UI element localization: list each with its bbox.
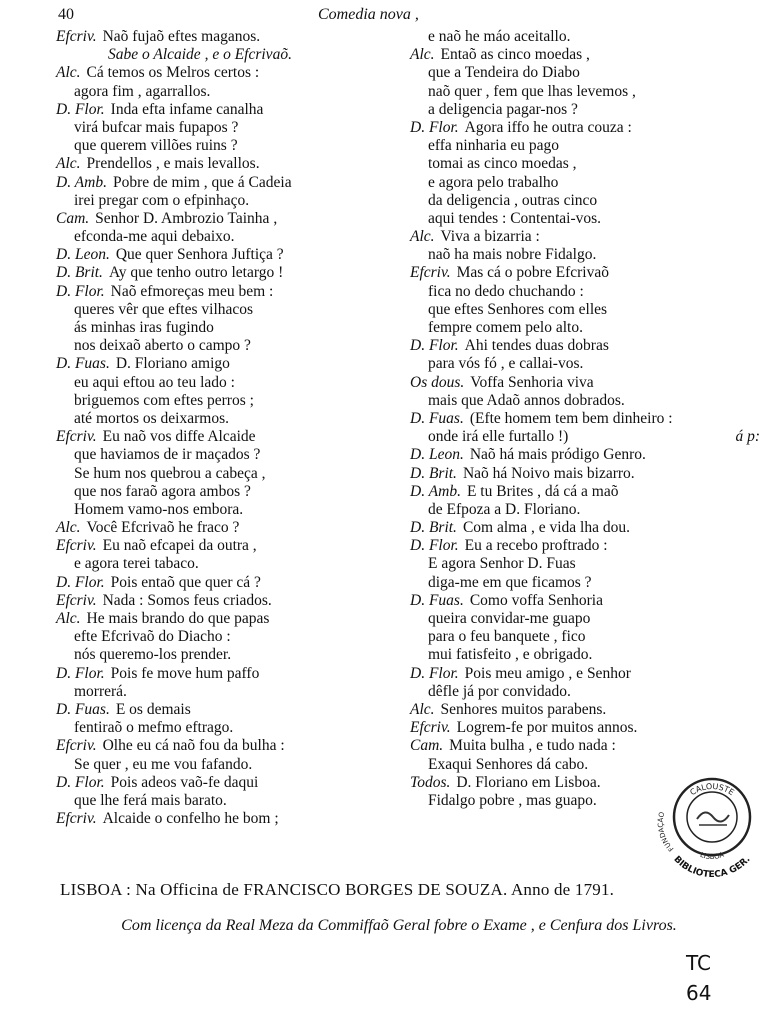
- speaker-name: D. Flor.: [56, 100, 105, 118]
- verse-line: [410, 301, 760, 319]
- verse-line: [56, 355, 406, 373]
- verse-line: [410, 610, 760, 628]
- verse-line: [56, 301, 406, 319]
- verse-line: [56, 555, 406, 573]
- verse-text: morrerá.: [74, 682, 127, 700]
- verse-line: [56, 574, 406, 592]
- verse-line: [56, 246, 406, 264]
- verse-text: de Efpoza a D. Floriano.: [428, 500, 581, 518]
- stamp-outer-text: BIBLIOTECA GER.: [671, 854, 753, 877]
- verse-text: Pois entaõ que quer cá ?: [110, 573, 261, 591]
- verse-text: D. Floriano amigo: [115, 355, 230, 373]
- verse-line: [56, 101, 406, 119]
- verse-line: [410, 355, 760, 373]
- verse-text: que eftes Senhores com elles: [428, 300, 608, 318]
- verse-text: Entaõ as cinco moedas ,: [440, 46, 590, 64]
- verse-line: [410, 683, 760, 701]
- verse-text: Ahi tendes duas dobras: [464, 337, 609, 355]
- verse-line: [410, 446, 760, 464]
- speaker-name: D. Flor.: [410, 664, 459, 682]
- verse-line: [56, 155, 406, 173]
- verse-text: Naõ há Noivo mais bizarro.: [462, 464, 635, 482]
- verse-text: nós queremo-los prender.: [74, 646, 232, 664]
- verse-text: Se hum nos quebrou a cabeça ,: [74, 464, 266, 482]
- verse-line: [56, 446, 406, 464]
- verse-text: briguemos com eftes perros ;: [74, 391, 254, 409]
- verse-line: [56, 792, 406, 810]
- verse-text: Sabe o Alcaide , e o Efcrivaõ.: [108, 46, 292, 64]
- verse-text: eu aqui eftou ao teu lado :: [74, 373, 235, 391]
- speaker-name: D. Brit.: [410, 519, 457, 537]
- verse-text: effa ninharia eu pago: [428, 137, 559, 155]
- speaker-name: Todos.: [410, 773, 451, 791]
- verse-line: [56, 137, 406, 155]
- verse-line: [56, 665, 406, 683]
- shelfmark: [686, 948, 711, 1008]
- verse-text: Nada : Somos feus criados.: [102, 591, 272, 609]
- verse-text: fica no dedo chuchando :: [428, 282, 584, 300]
- verse-line: [56, 374, 406, 392]
- verse-text: Logrem-fe por muitos annos.: [456, 719, 638, 737]
- verse-text: nos deixaõ aberto o campo ?: [74, 337, 251, 355]
- verse-text: Com alma , e vida lha dou.: [462, 519, 630, 537]
- speaker-name: D. Amb.: [410, 482, 461, 500]
- speaker-name: Efcriv.: [410, 264, 451, 282]
- verse-line: [410, 719, 760, 737]
- verse-text: e agora pelo trabalho: [428, 173, 559, 191]
- verse-text: Muita bulha , e tudo nada :: [449, 737, 616, 755]
- verse-text: Naõ fujaõ eftes maganos.: [102, 28, 261, 45]
- verse-text: que nos faraõ agora ambos ?: [74, 482, 251, 500]
- svg-text:LISBOA: [699, 851, 725, 861]
- speaker-name: Cam.: [410, 737, 444, 755]
- right-column: [410, 28, 760, 810]
- verse-line: [56, 628, 406, 646]
- speaker-name: D. Fuas.: [56, 700, 110, 718]
- verse-text: Que quer Senhora Juftiça ?: [115, 246, 284, 264]
- page-number: 40: [58, 6, 74, 23]
- verse-text: He mais brando do que papas: [86, 610, 270, 627]
- verse-line: [410, 46, 760, 64]
- verse-line: [410, 592, 760, 610]
- verse-line: [410, 192, 760, 210]
- verse-text: que lhe ferá mais barato.: [74, 791, 227, 809]
- verse-text: irei pregar com o efpinhaço.: [74, 191, 250, 209]
- verse-text: Cá temos os Melros certos :: [86, 64, 260, 82]
- verse-line: [410, 283, 760, 301]
- verse-line: [410, 137, 760, 155]
- speaker-name: Efcriv.: [56, 737, 97, 755]
- verse-text: Voffa Senhoria viva: [470, 373, 594, 391]
- verse-text: Senhor D. Ambrozio Tainha ,: [95, 209, 278, 227]
- verse-line: [410, 155, 760, 173]
- verse-line: [56, 428, 406, 446]
- verse-line: [410, 174, 760, 192]
- svg-text:FUNDAÇÃO: [657, 811, 675, 853]
- verse-line: [410, 319, 760, 337]
- verse-line: [56, 646, 406, 664]
- verse-text: Senhores muitos parabens.: [440, 700, 607, 718]
- speaker-name: Alc.: [410, 700, 435, 718]
- verse-line: [410, 228, 760, 246]
- verse-text: Prendellos , e mais levallos.: [86, 155, 260, 173]
- speaker-name: Alc.: [56, 155, 81, 173]
- verse-text: até mortos os deixarmos.: [74, 409, 229, 427]
- verse-text: que querem villões ruins ?: [74, 137, 238, 155]
- verse-text: tomai as cinco moedas ,: [428, 155, 577, 173]
- verse-text: aqui tendes : Contentai-vos.: [428, 209, 602, 227]
- verse-text: que a Tendeira do Diabo: [428, 64, 580, 82]
- verse-line: [410, 465, 760, 483]
- verse-line: [410, 428, 760, 446]
- verse-line: [410, 83, 760, 101]
- verse-text: virá bufcar mais fupapos ?: [74, 118, 239, 136]
- speaker-name: D. Leon.: [410, 446, 464, 464]
- verse-text: Se quer , eu me vou fafando.: [74, 755, 253, 773]
- speaker-name: Alc.: [410, 46, 435, 64]
- speaker-name: Alc.: [56, 610, 81, 627]
- verse-text: mais que Adaõ annos dobrados.: [428, 391, 625, 409]
- speaker-name: D. Flor.: [56, 573, 105, 591]
- verse-text: Você Efcrivaõ he fraco ?: [86, 519, 240, 537]
- verse-text: que haviamos de ir maçados ?: [74, 446, 261, 464]
- speaker-name: D. Fuas.: [410, 591, 464, 609]
- verse-line: [56, 719, 406, 737]
- verse-text: Exaqui Senhores dá cabo.: [428, 755, 589, 773]
- speaker-name: D. Leon.: [56, 246, 110, 264]
- verse-line: [56, 228, 406, 246]
- verse-line: [410, 537, 760, 555]
- left-column: [56, 28, 406, 828]
- verse-text: (Efte homem tem bem dinheiro :: [469, 409, 673, 427]
- verse-line: [410, 519, 760, 537]
- verse-text: naõ ha mais nobre Fidalgo.: [428, 246, 597, 264]
- shelfmark-line-1: TC: [686, 951, 712, 975]
- verse-line: [410, 374, 760, 392]
- verse-text: Eu a recebo proftrado :: [464, 537, 608, 555]
- speaker-name: D. Flor.: [56, 773, 105, 791]
- speaker-name: D. Brit.: [56, 264, 103, 282]
- library-stamp: [657, 767, 767, 877]
- verse-line: [56, 537, 406, 555]
- verse-line: [56, 501, 406, 519]
- speaker-name: D. Amb.: [56, 173, 107, 191]
- verse-line: [56, 46, 406, 64]
- verse-text: Naõ há mais pródigo Genro.: [469, 446, 646, 464]
- verse-text: Viva a bizarria :: [440, 228, 540, 246]
- verse-line: [410, 646, 760, 664]
- verse-text: E agora Senhor D. Fuas: [428, 555, 576, 573]
- verse-line: [56, 592, 406, 610]
- verse-line: [410, 574, 760, 592]
- verse-line: [410, 64, 760, 82]
- verse-text: naõ quer , fem que lhas levemos ,: [428, 82, 636, 100]
- verse-text: Pois adeos vaõ-fe daqui: [110, 773, 259, 791]
- verse-text: Ay que tenho outro letargo !: [108, 264, 284, 282]
- verse-text: queres vêr que eftes vilhacos: [74, 300, 254, 318]
- verse-line: [56, 319, 406, 337]
- verse-line: [410, 392, 760, 410]
- verse-text: para vós fó , e callai-vos.: [428, 355, 584, 373]
- verse-line: [56, 28, 406, 46]
- verse-line: [56, 810, 406, 828]
- verse-line: [410, 337, 760, 355]
- verse-line: [410, 210, 760, 228]
- verse-line: [410, 737, 760, 755]
- verse-text: Alcaide o confelho he bom ;: [102, 810, 279, 828]
- stage-direction: á p:: [735, 428, 760, 446]
- verse-text: ás minhas iras fugindo: [74, 319, 214, 336]
- stamp-left-text: FUNDAÇÃO: [657, 811, 676, 853]
- verse-line: [56, 210, 406, 228]
- speaker-name: Cam.: [56, 209, 90, 227]
- verse-text: Pobre de mim , que á Cadeia: [112, 173, 292, 191]
- speaker-name: D. Fuas.: [56, 355, 110, 373]
- verse-line: [410, 119, 760, 137]
- verse-text: Pois meu amigo , e Senhor: [464, 664, 631, 682]
- verse-line: [56, 64, 406, 82]
- verse-line: [56, 174, 406, 192]
- verse-text: Eu naõ vos diffe Alcaide: [102, 428, 256, 446]
- verse-text: queira convidar-me guapo: [428, 610, 591, 627]
- verse-line: [56, 483, 406, 501]
- speaker-name: Efcriv.: [56, 591, 97, 609]
- imprint-line: LISBOA : Na Officina de FRANCISCO BORGES DE SOUZA. Anno de 1791.: [60, 880, 615, 899]
- verse-line: [56, 283, 406, 301]
- speaker-name: D. Fuas.: [410, 409, 464, 427]
- verse-line: [410, 28, 760, 46]
- verse-text: diga-me em que ficamos ?: [428, 573, 592, 591]
- verse-line: [410, 101, 760, 119]
- verse-line: [410, 410, 760, 428]
- verse-text: Eu naõ efcapei da outra ,: [102, 537, 257, 555]
- speaker-name: Alc.: [410, 228, 435, 246]
- verse-text: e agora terei tabaco.: [74, 555, 199, 573]
- verse-text: fentiraõ o mefmo eftrago.: [74, 719, 234, 737]
- verse-text: E tu Brites , dá cá a maõ: [466, 482, 619, 500]
- speaker-name: Efcriv.: [56, 810, 97, 828]
- verse-text: dêfle já por convidado.: [428, 682, 571, 700]
- verse-line: [410, 555, 760, 573]
- verse-text: Olhe eu cá naõ fou da bulha :: [102, 737, 285, 755]
- verse-line: [410, 264, 760, 282]
- verse-text: agora fim , agarrallos.: [74, 82, 211, 100]
- verse-text: fempre comem pelo alto.: [428, 319, 583, 336]
- verse-line: [56, 519, 406, 537]
- speaker-name: Alc.: [56, 519, 81, 537]
- verse-line: [56, 83, 406, 101]
- speaker-name: Alc.: [56, 64, 81, 82]
- speaker-name: Efcriv.: [410, 719, 451, 737]
- speaker-name: D. Flor.: [56, 664, 105, 682]
- verse-line: [56, 774, 406, 792]
- verse-line: [56, 701, 406, 719]
- verse-line: [56, 192, 406, 210]
- verse-line: [410, 501, 760, 519]
- verse-line: [56, 683, 406, 701]
- stamp-bottom-text: LISBOA: [698, 850, 725, 862]
- verse-line: [56, 392, 406, 410]
- speaker-name: Efcriv.: [56, 428, 97, 446]
- speaker-name: Os dous.: [410, 373, 465, 391]
- verse-line: [410, 701, 760, 719]
- speaker-name: D. Flor.: [410, 118, 459, 136]
- verse-text: efconda-me aqui debaixo.: [74, 228, 235, 246]
- stamp-top-text: CALOUSTE: [688, 781, 736, 798]
- running-title: Comedia nova ,: [318, 6, 419, 23]
- verse-text: Como voffa Senhoria: [469, 591, 603, 609]
- verse-line: [56, 119, 406, 137]
- verse-line: [410, 483, 760, 501]
- license-line: Com licença da Real Meza da Commiffaõ Geral fobre o Exame , e Cenfura dos Livros.: [121, 917, 677, 934]
- verse-text: a deligencia pagar-nos ?: [428, 100, 578, 118]
- verse-line: [56, 737, 406, 755]
- verse-line: [410, 246, 760, 264]
- verse-text: E os demais: [115, 700, 191, 718]
- verse-line: [56, 756, 406, 774]
- speaker-name: Efcriv.: [56, 28, 97, 45]
- speaker-name: D. Flor.: [410, 337, 459, 355]
- verse-line: [56, 264, 406, 282]
- verse-text: D. Floriano em Lisboa.: [456, 773, 601, 791]
- verse-text: efte Efcrivaõ do Diacho :: [74, 628, 231, 646]
- verse-text: Mas cá o pobre Efcrivaõ: [456, 264, 609, 282]
- verse-line: [56, 465, 406, 483]
- verse-line: [410, 628, 760, 646]
- verse-text: e naõ he máo aceitallo.: [428, 28, 571, 45]
- verse-text: onde irá elle furtallo !): [428, 428, 569, 446]
- shelfmark-line-2: 64: [686, 981, 712, 1005]
- verse-text: mui fatisfeito , e obrigado.: [428, 646, 593, 664]
- verse-text: Pois fe move hum paffo: [110, 664, 260, 682]
- verse-text: para o feu banquete , fico: [428, 628, 586, 646]
- verse-line: [410, 665, 760, 683]
- verse-text: Naõ efmoreças meu bem :: [110, 282, 274, 300]
- verse-text: Homem vamo-nos embora.: [74, 500, 244, 518]
- verse-line: [56, 610, 406, 628]
- page-header: [0, 6, 768, 26]
- verse-text: da deligencia , outras cinco: [428, 191, 598, 209]
- verse-line: [56, 337, 406, 355]
- speaker-name: D. Brit.: [410, 464, 457, 482]
- verse-text: Inda efta infame canalha: [110, 100, 264, 118]
- speaker-name: Efcriv.: [56, 537, 97, 555]
- speaker-name: D. Flor.: [56, 282, 105, 300]
- verse-text: Fidalgo pobre , mas guapo.: [428, 791, 597, 809]
- verse-line: [56, 410, 406, 428]
- speaker-name: D. Flor.: [410, 537, 459, 555]
- verse-text: Agora iffo he outra couza :: [464, 118, 632, 136]
